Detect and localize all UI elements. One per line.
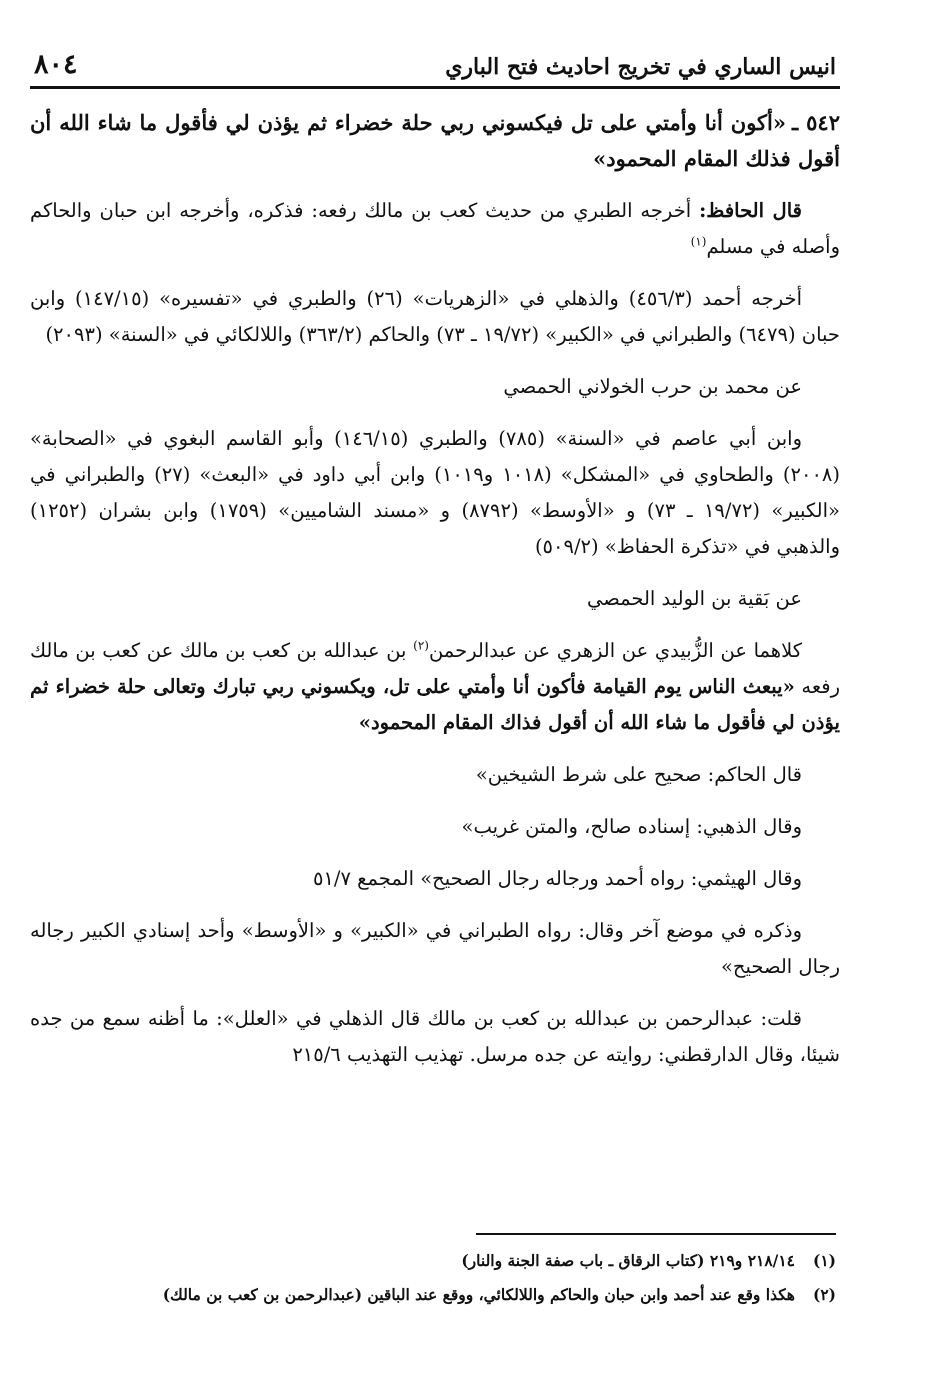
footnote-divider [476, 1233, 836, 1235]
chain-paragraph-2: عن بَقية بن الوليد الحمصي [586, 587, 802, 610]
hadith-number: ٥٤٢ ـ [792, 110, 840, 135]
footnote-number: (٢) [812, 1285, 836, 1304]
footnote-number: (١) [812, 1251, 836, 1270]
footnote-text: ٢١٨/١٤ و٢١٩ (كتاب الرقاق ـ باب صفة الجنة والنار) [461, 1251, 795, 1270]
kilahuma-mid: بن عبدالله بن كعب بن مالك عن كعب بن مالك رفعه [30, 639, 840, 698]
book-page [30, 30, 840, 1350]
hadith-text: «أكون أنا وأمتي على تل فيكسوني ربي حلة خضراء ثم يؤذن لي فأقول ما شاء الله أن أقول فذلك المقام المحمود» [30, 110, 840, 171]
footnote-ref-1: (١) [690, 234, 707, 249]
kilahuma-paragraph [30, 633, 840, 741]
dhahabi-paragraph: وقال الذهبي: إسناده صالح، والمتن غريب» [461, 815, 802, 838]
running-title: انيس الساري في تخريج احاديث فتح الباري [445, 54, 836, 80]
page-number: ٨٠٤ [34, 49, 78, 80]
hadith-heading [30, 105, 840, 177]
footnote-text: هكذا وقع عند أحمد وابن حبان والحاكم واللالكائي، ووقع عند الباقين (عبدالرحمن بن كعب بن مالك) [162, 1285, 795, 1304]
hafiz-text: أخرجه الطبري من حديث كعب بن مالك رفعه: فذكره، وأخرجه ابن حبان والحاكم وأصله في مسلم [30, 199, 840, 258]
haythami-paragraph: وقال الهيثمي: رواه أحمد ورجاله رجال الصحيح» المجمع ٥١/٧ [312, 867, 802, 890]
footnote-1 [30, 1244, 836, 1278]
hafiz-paragraph [30, 193, 840, 265]
qultu-paragraph: قلت: عبدالرحمن بن عبدالله بن كعب بن مالك قال الذهلي في «العلل»: ما أظنه سمع من جده شيئا، وقال الدارقطني: روايته عن جده مرسل. تهذيب التهذيب ٢١٥/٦ [30, 1007, 840, 1066]
kilahuma-start: كلاهما عن الزُّبيدي عن الزهري عن عبدالرحمن [428, 639, 802, 662]
chain-paragraph-1: عن محمد بن حرب الخولاني الحمصي [503, 375, 802, 398]
footnote-2 [30, 1278, 836, 1312]
dhakarahu-paragraph: وذكره في موضع آخر وقال: رواه الطبراني في «الكبير» و «الأوسط» وأحد إسنادي الكبير رجاله رجال الصحيح» [30, 919, 840, 978]
kilahuma-hadith-text: «يبعث الناس يوم القيامة فأكون أنا وأمتي على تل، ويكسوني ربي تبارك وتعالى حلة خضراء ثم يؤذن لي فأقول ما شاء الله أن أقول فذاك المقام المحمود» [30, 675, 840, 734]
page-header [30, 30, 840, 89]
takhrij-paragraph-1: أخرجه أحمد (٤٥٦/٣) والذهلي في «الزهريات» (٢٦) والطبري في «تفسيره» (١٤٧/١٥) وابن حبان (٦٤٧٩) والطبراني في «الكبير» (١٩/٧٢ ـ ٧٣) والحاكم (٣٦٣/٢) واللالكائي في «السنة» (٢٠٩٣) [30, 287, 840, 346]
main-text [30, 105, 840, 1073]
hafiz-label: قال الحافظ: [699, 199, 802, 222]
footnotes [30, 1244, 836, 1312]
hakim-paragraph: قال الحاكم: صحيح على شرط الشيخين» [475, 763, 802, 786]
takhrij-paragraph-2: وابن أبي عاصم في «السنة» (٧٨٥) والطبري (١٤٦/١٥) وأبو القاسم البغوي في «الصحابة» (٢٠٠٨) والطحاوي في «المشكل» (١٠١٨ و١٠١٩) وابن أبي داود في «البعث» (٢٧) والطبراني في «الكبير» (١٩/٧٢ ـ ٧٣) و «الأوسط» (٨٧٩٢) و «مسند الشاميين» (١٧٥٩) وابن بشران (١٢٥٢) والذهبي في «تذكرة الحفاظ» (٥٠٩/٢) [30, 427, 841, 558]
footnote-ref-2: (٢) [413, 638, 429, 653]
